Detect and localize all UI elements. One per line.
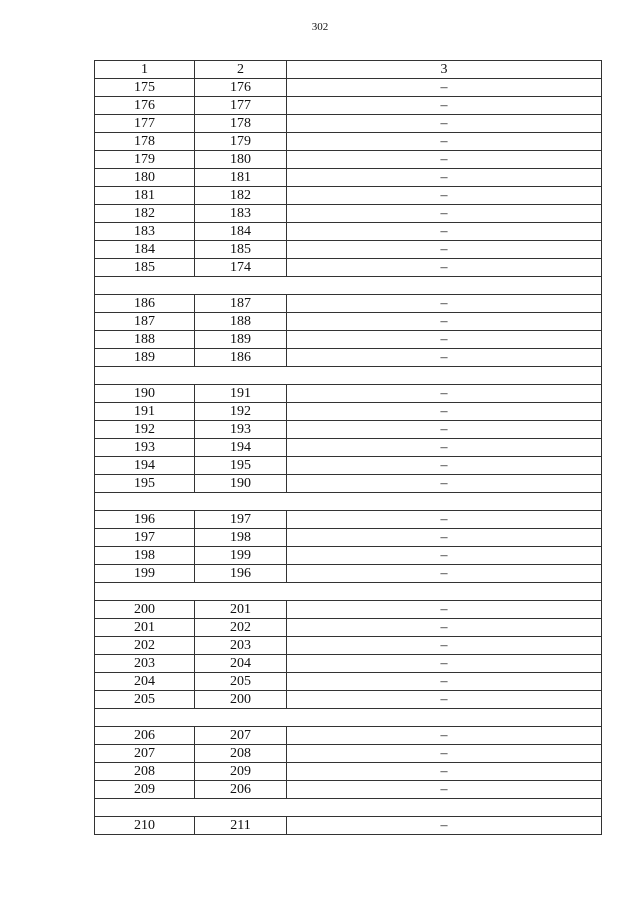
table-cell: 178 [95, 133, 195, 151]
table-row [95, 313, 602, 331]
table-cell: 181 [195, 169, 287, 187]
table-cell: – [287, 547, 602, 565]
table-cell: 185 [195, 241, 287, 259]
table-cell: – [287, 313, 602, 331]
table-row [95, 133, 602, 151]
header-cell: 3 [287, 61, 602, 79]
table-row [95, 421, 602, 439]
table-row [95, 727, 602, 745]
table-cell: – [287, 97, 602, 115]
table-cell: – [287, 655, 602, 673]
table-cell: 203 [95, 655, 195, 673]
table-cell: 193 [95, 439, 195, 457]
table-cell: – [287, 385, 602, 403]
table-cell: – [287, 511, 602, 529]
table-cell: 195 [95, 475, 195, 493]
table-row [95, 295, 602, 313]
group-separator-row [95, 367, 602, 385]
table-cell: 196 [95, 511, 195, 529]
table-row [95, 385, 602, 403]
table-cell: 188 [95, 331, 195, 349]
header-cell: 1 [95, 61, 195, 79]
data-table [94, 60, 602, 835]
table-row [95, 655, 602, 673]
table-cell: 190 [95, 385, 195, 403]
table-cell: – [287, 205, 602, 223]
table-cell: 207 [95, 745, 195, 763]
table-cell: – [287, 403, 602, 421]
table-row [95, 601, 602, 619]
table-row [95, 781, 602, 799]
table-row [95, 349, 602, 367]
table-row [95, 529, 602, 547]
table-cell: 195 [195, 457, 287, 475]
group-separator-cell [95, 367, 602, 385]
table-cell: – [287, 691, 602, 709]
table-cell: 209 [195, 763, 287, 781]
table-cell: – [287, 133, 602, 151]
table-cell: 205 [95, 691, 195, 709]
table-cell: 198 [195, 529, 287, 547]
table-cell: 191 [95, 403, 195, 421]
table-cell: 193 [195, 421, 287, 439]
table-row [95, 619, 602, 637]
group-separator-row [95, 583, 602, 601]
table-cell: 199 [195, 547, 287, 565]
table-cell: – [287, 115, 602, 133]
table-cell: 176 [95, 97, 195, 115]
table-row [95, 115, 602, 133]
table-cell: 208 [95, 763, 195, 781]
table-cell: 182 [95, 205, 195, 223]
group-separator-row [95, 709, 602, 727]
table-cell: 182 [195, 187, 287, 205]
table-cell: 188 [195, 313, 287, 331]
group-separator-cell [95, 277, 602, 295]
table-cell: – [287, 745, 602, 763]
table-cell: 187 [95, 313, 195, 331]
table-row [95, 691, 602, 709]
table-cell: 175 [95, 79, 195, 97]
table-cell: – [287, 259, 602, 277]
table-row [95, 151, 602, 169]
table-cell: – [287, 169, 602, 187]
table-row [95, 79, 602, 97]
table-cell: – [287, 79, 602, 97]
table-cell: 198 [95, 547, 195, 565]
table-cell: 201 [195, 601, 287, 619]
table-row [95, 187, 602, 205]
table-cell: – [287, 673, 602, 691]
group-separator-row [95, 493, 602, 511]
table-row [95, 763, 602, 781]
table-row [95, 97, 602, 115]
table-cell: – [287, 565, 602, 583]
group-separator-row [95, 277, 602, 295]
table-cell: – [287, 331, 602, 349]
table-cell: 177 [95, 115, 195, 133]
group-separator-cell [95, 799, 602, 817]
table-row [95, 205, 602, 223]
group-separator-cell [95, 709, 602, 727]
table-cell: – [287, 727, 602, 745]
table-cell: 194 [195, 439, 287, 457]
table-cell: 179 [195, 133, 287, 151]
table-cell: 199 [95, 565, 195, 583]
table-cell: 176 [195, 79, 287, 97]
table-row [95, 259, 602, 277]
table-cell: 179 [95, 151, 195, 169]
table-cell: 187 [195, 295, 287, 313]
table-cell: 177 [195, 97, 287, 115]
table-cell: 189 [195, 331, 287, 349]
table-cell: 192 [95, 421, 195, 439]
table-cell: – [287, 439, 602, 457]
table-cell: – [287, 187, 602, 205]
table-cell: 197 [95, 529, 195, 547]
table-cell: – [287, 349, 602, 367]
table-cell: 180 [195, 151, 287, 169]
table-cell: 200 [95, 601, 195, 619]
table-cell: 185 [95, 259, 195, 277]
table-cell: 174 [195, 259, 287, 277]
table-cell: 211 [195, 817, 287, 835]
table-header-row [95, 61, 602, 79]
table-cell: – [287, 781, 602, 799]
table-cell: 191 [195, 385, 287, 403]
table-cell: 208 [195, 745, 287, 763]
table-cell: – [287, 421, 602, 439]
table-cell: 184 [195, 223, 287, 241]
table-cell: – [287, 295, 602, 313]
table-cell: 200 [195, 691, 287, 709]
group-separator-cell [95, 493, 602, 511]
group-separator-cell [95, 583, 602, 601]
table-cell: 178 [195, 115, 287, 133]
table-cell: 186 [95, 295, 195, 313]
table-cell: 183 [95, 223, 195, 241]
table-cell: 184 [95, 241, 195, 259]
table-cell: – [287, 475, 602, 493]
table-cell: 197 [195, 511, 287, 529]
table-cell: – [287, 223, 602, 241]
table-cell: 204 [195, 655, 287, 673]
table-row [95, 817, 602, 835]
table-cell: 189 [95, 349, 195, 367]
table-row [95, 475, 602, 493]
table-body [95, 61, 602, 835]
table-row [95, 547, 602, 565]
table-cell: 209 [95, 781, 195, 799]
table-cell: 203 [195, 637, 287, 655]
table-row [95, 223, 602, 241]
table-cell: – [287, 763, 602, 781]
table-cell: 206 [95, 727, 195, 745]
table-cell: 205 [195, 673, 287, 691]
table-cell: 196 [195, 565, 287, 583]
page-number: 302 [311, 21, 329, 33]
table-row [95, 745, 602, 763]
table-row [95, 511, 602, 529]
table-cell: 207 [195, 727, 287, 745]
table-cell: 180 [95, 169, 195, 187]
table-cell: 186 [195, 349, 287, 367]
table-row [95, 331, 602, 349]
table-row [95, 169, 602, 187]
table-row [95, 403, 602, 421]
table-row [95, 673, 602, 691]
table-cell: 183 [195, 205, 287, 223]
table-row [95, 565, 602, 583]
table-cell: 192 [195, 403, 287, 421]
table-cell: 201 [95, 619, 195, 637]
table-cell: – [287, 817, 602, 835]
table-cell: 194 [95, 457, 195, 475]
table-cell: – [287, 637, 602, 655]
table-cell: 202 [195, 619, 287, 637]
table-cell: 206 [195, 781, 287, 799]
table-row [95, 241, 602, 259]
header-cell: 2 [195, 61, 287, 79]
table-cell: 190 [195, 475, 287, 493]
table-cell: – [287, 151, 602, 169]
group-separator-row [95, 799, 602, 817]
table-row [95, 439, 602, 457]
table-cell: 202 [95, 637, 195, 655]
table-cell: 181 [95, 187, 195, 205]
table-row [95, 457, 602, 475]
table-cell: 204 [95, 673, 195, 691]
table-cell: – [287, 529, 602, 547]
table-row [95, 637, 602, 655]
table-cell: – [287, 601, 602, 619]
table-cell: – [287, 457, 602, 475]
table-cell: – [287, 619, 602, 637]
table-cell: 210 [95, 817, 195, 835]
table-cell: – [287, 241, 602, 259]
